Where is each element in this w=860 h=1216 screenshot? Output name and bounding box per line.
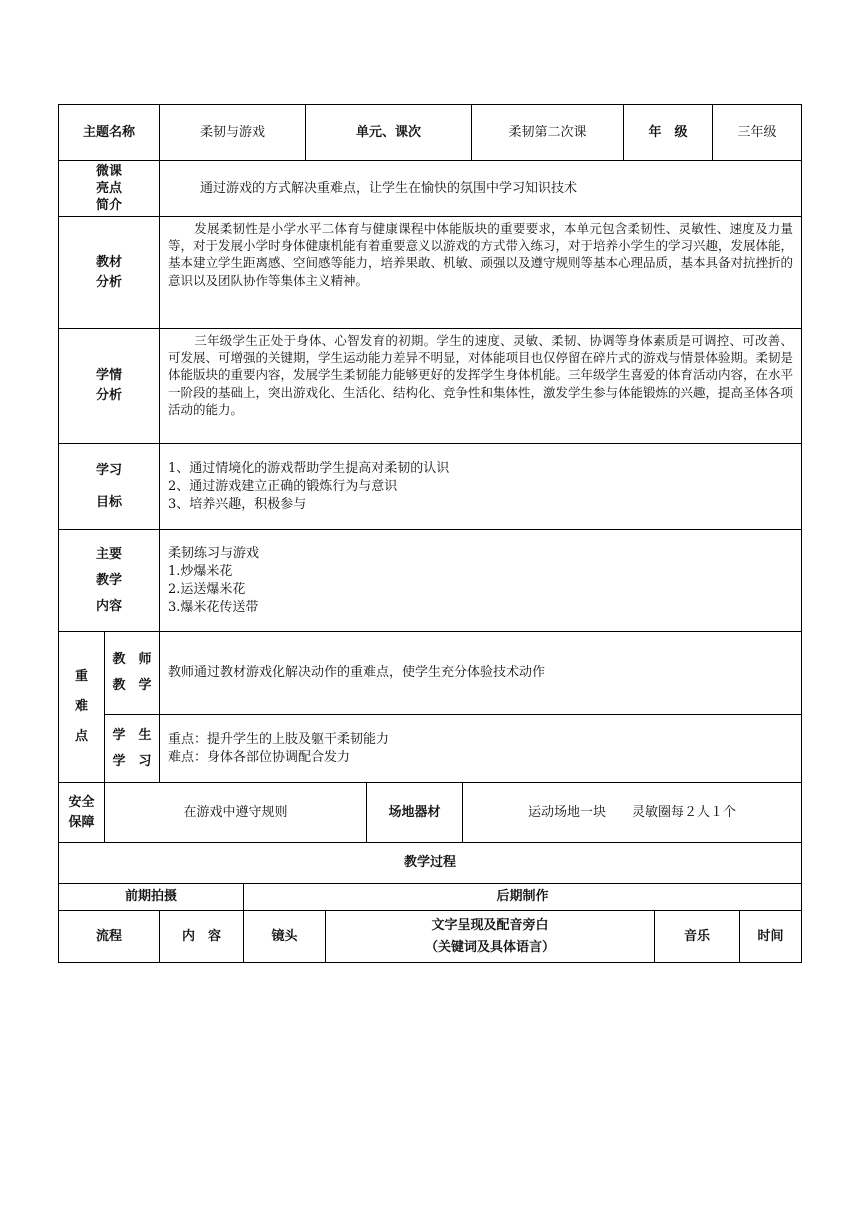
safety-value: 在游戏中遵守规则 [104,782,367,843]
unit-label: 单元、课次 [305,104,472,161]
venue-value: 运动场地一块 灵敏圈每２人１个 [462,782,802,843]
objective-item: 1、通过情境化的游戏帮助学生提高对柔韧的认识 [168,460,450,476]
learners-text: 三年级学生正处于身体、心智发育的初期。学生的速度、灵敏、柔韧、协调等身体素质是可调控、可改善、可发展、可增强的关键期，学生运动能力差异不明显，对体能项目也仅停留在碎片式的游戏与情景体验期。柔韧是体能版块的重要内容，发展学生柔韧能力能够更好的发挥学生身体机能。三年级学生喜爱的体育活动内容，在水平一阶段的基础上，突出游戏化、生活化、结构化、竞争性和集体性，激发学生参与体能锻炼的兴趣，提高圣体各项活动的能力。 [159,328,802,444]
student-learning-list [159,714,802,783]
col-time: 时间 [739,910,802,963]
venue-label: 场地器材 [366,782,463,843]
teacher-teaching-label: 教 师 教 学 [104,631,160,715]
grade-value: 三年级 [712,104,802,161]
process-title: 教学过程 [58,842,802,884]
content-label: 主要 教学 内容 [58,529,160,632]
post-production-label: 后期制作 [243,883,802,911]
col-content: 内 容 [159,910,244,963]
safety-label: 安全 保障 [58,782,105,843]
highlight-label: 微课 亮点 简介 [58,160,160,217]
content-item: 2.运送爆米花 [168,581,246,597]
col-flow: 流程 [58,910,160,963]
content-item: 1.炒爆米花 [168,563,233,579]
key-points-label: 重 难 点 [58,631,105,783]
objective-item: 2、通过游戏建立正确的锻炼行为与意识 [168,478,398,494]
col-shot: 镜头 [243,910,326,963]
key-point-item: 重点：提升学生的上肢及躯干柔韧能力 [168,731,390,747]
material-text: 发展柔韧性是小学水平二体育与健康课程中体能版块的重要要求，本单元包含柔韧性、灵敏性、速度及力量等，对于发展小学时身体健康机能有着重要意义以游戏的方式带入练习，对于培养小学生的学习兴趣，发展体能，基本建立学生距离感、空间感等能力，培养果敢、机敏、顽强以及遵守规则等基本心理品质，基本具备对抗挫折的意识以及团队协作等集体主义精神。 [159,216,802,329]
col-music: 音乐 [654,910,740,963]
topic-label: 主题名称 [58,104,160,161]
highlight-text: 通过游戏的方式解决重难点，让学生在愉快的氛围中学习知识技术 [159,160,802,217]
teacher-teaching-text: 教师通过教材游戏化解决动作的重难点，使学生充分体验技术动作 [159,631,802,715]
grade-label: 年 级 [623,104,713,161]
objectives-label: 学习 目标 [58,443,160,530]
col-text-narration: 文字呈现及配音旁白 （关键词及具体语言） [325,910,655,963]
content-item: 柔韧练习与游戏 [168,545,260,561]
learners-label: 学情 分析 [58,328,160,444]
pre-production-label: 前期拍摄 [58,883,244,911]
material-label: 教材 分析 [58,216,160,329]
content-list [159,529,802,632]
objective-item: 3、培养兴趣，积极参与 [168,496,307,512]
unit-value: 柔韧第二次课 [471,104,624,161]
difficult-point-item: 难点：身体各部位协调配合发力 [168,749,351,765]
objectives-list [159,443,802,530]
topic-value: 柔韧与游戏 [159,104,306,161]
content-item: 3.爆米花传送带 [168,599,259,615]
student-learning-label: 学 生 学 习 [104,714,160,783]
